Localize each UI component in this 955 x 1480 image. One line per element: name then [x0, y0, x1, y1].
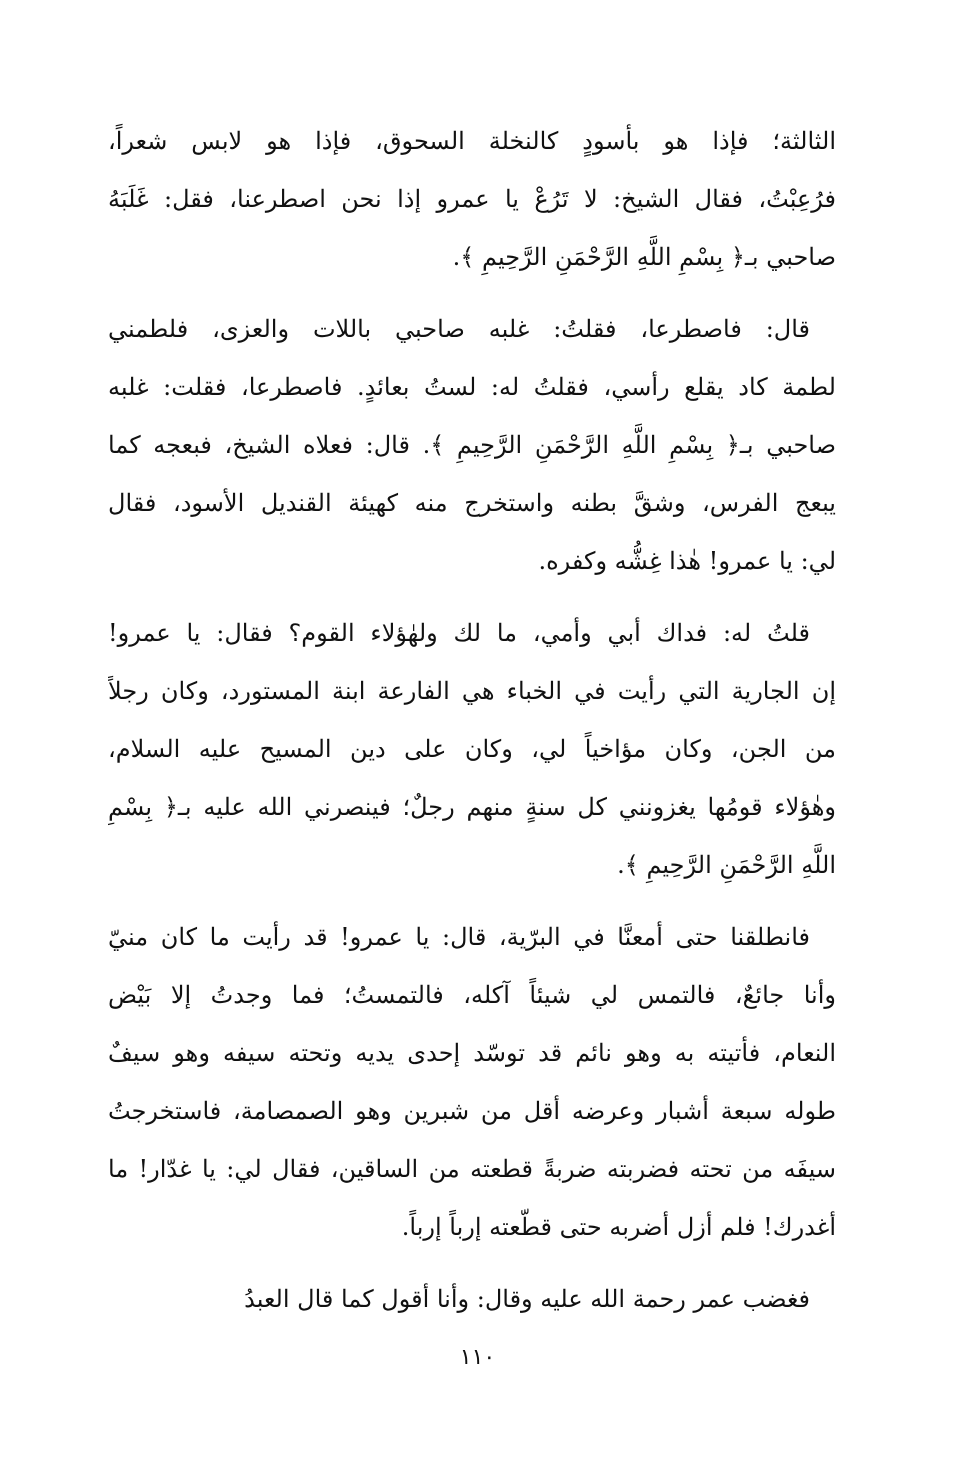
text-line: طوله سبعة أشبار وعرضه أقل من شبرين وهو الصمصامة، فاستخرجتُ — [108, 1097, 836, 1125]
text-line: وأنا جائعٌ، فالتمس لي شيئاً آكله، فالتمستُ؛ فما وجدتُ إلا بَيْض — [108, 981, 836, 1009]
paragraph-1 — [108, 112, 836, 286]
text-line: قلتُ له: فداك أبي وأمي، ما لك ولهٰؤلاء القوم؟ فقال: يا عمرو! — [108, 619, 810, 647]
paragraph-2 — [108, 300, 836, 590]
text-line: إن الجارية التي رأيت في الخباء هي الفارعة ابنة المستورد، وكان رجلاً — [108, 677, 836, 705]
text-line: فغضب عمر رحمة الله عليه وقال: وأنا أقول كما قال العبدُ — [244, 1285, 810, 1313]
text-line: صاحبي بـ﴿ بِسْمِ اللَّهِ الرَّحْمَنِ الرَّحِيمِ ﴾. — [452, 243, 836, 271]
text-line: صاحبي بـ﴿ بِسْمِ اللَّهِ الرَّحْمَنِ الرَّحِيمِ ﴾. قال: فعلاه الشيخ، فبعجه كما — [108, 431, 836, 459]
text-line: سيفَه من تحته فضربته ضربةً قطعته من الساقين، فقال لي: يا غدّار! ما — [108, 1155, 836, 1183]
paragraph-4 — [108, 908, 836, 1256]
text-line: من الجن، وكان مؤاخياً لي، وكان على دين المسيح عليه السلام، — [108, 735, 836, 763]
body-text — [108, 112, 836, 1328]
text-line: أغدرك! فلم أزل أضربه حتى قطّعته إرباً إرباً. — [401, 1213, 836, 1241]
text-line: فانطلقنا حتى أمعنَّا في البرّية، قال: يا عمرو! قد رأيت ما كان منيّ — [108, 923, 810, 951]
text-line: فرُعِبْتُ، فقال الشيخ: لا تَرُعْ يا عمرو إذا نحن اصطرعنا، فقل: غَلَبَهُ — [108, 185, 836, 213]
page-number: ١١٠ — [459, 1345, 496, 1370]
text-line: اللَّهِ الرَّحْمَنِ الرَّحِيمِ ﴾. — [617, 851, 836, 879]
paragraph-5 — [108, 1270, 836, 1328]
text-line: وهٰؤلاء قومُها يغزونني كل سنةٍ منهم رجلٌ؛ فينصرني الله عليه بـ﴿ بِسْمِ — [108, 793, 836, 821]
text-line: النعام، فأتيته به وهو نائم قد توسّد إحدى يديه وتحته سيفه وهو سيفٌ — [108, 1039, 836, 1067]
text-line: يبعج الفرس، وشقَّ بطنه واستخرج منه كهيئة القنديل الأسود، فقال — [108, 489, 836, 517]
text-line: لي: يا عمرو! هٰذا غِشُّه وكفره. — [538, 547, 836, 575]
paragraph-3 — [108, 604, 836, 894]
text-line: الثالثة؛ فإذا هو بأسودٍ كالنخلة السحوق، فإذا هو لابس شعراً، — [108, 127, 836, 155]
text-line: قال: فاصطرعا، فقلتُ: غلبه صاحبي باللات والعزى، فلطمني — [108, 315, 810, 343]
text-line: لطمة كاد يقلع رأسي، فقلتُ له: لستُ بعائدٍ. فاصطرعا، فقلت: غلبه — [108, 373, 836, 401]
